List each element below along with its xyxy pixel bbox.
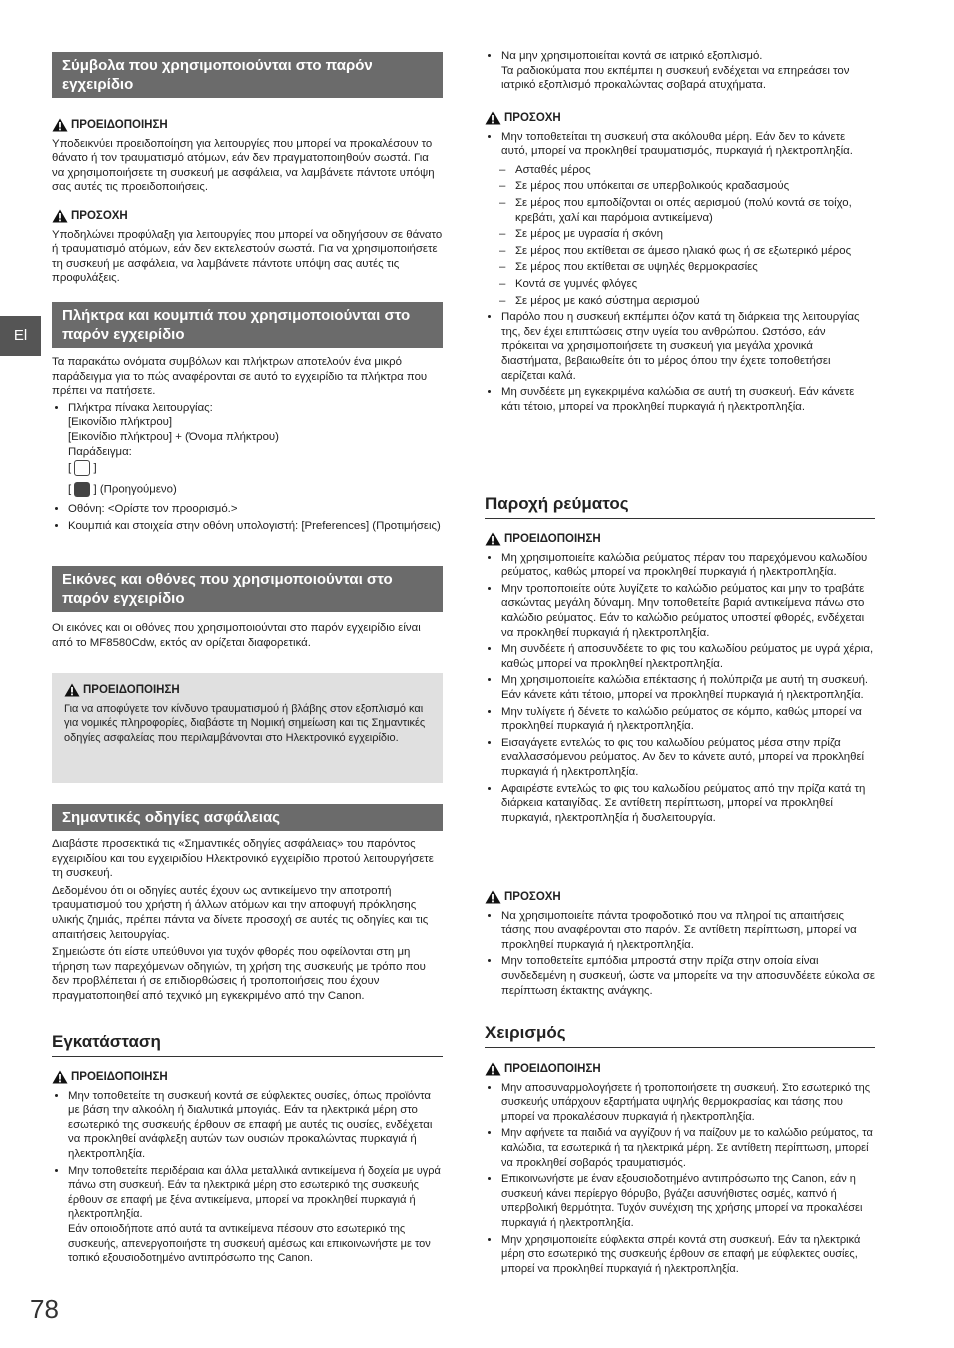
back-key-icon xyxy=(74,482,90,497)
keys-line: [Εικονίδιο πλήκτρου] + (Όνομα πλήκτρου) xyxy=(68,430,279,443)
list-item: – Σε μέρος με κακό σύστημα αερισμού xyxy=(499,294,875,309)
example-key-1: [ ] xyxy=(68,460,443,476)
medical-equipment-note xyxy=(485,49,875,95)
list-item: • Μην τροποποιείτε ούτε λυγίζετε το καλώδιο ρεύματος και μην το τραβάτε ασκώντας μεγάλη δύναμη. Μην τοποθετείτε βαριά αντικείμενα πάνω στο καλώδιο ρεύματος. Εάν το καλώδιο ρεύματος υποστεί φθορές, ενδέχεται να προκληθεί πυρκαγιά ή ηλεκτροπληξία. xyxy=(501,582,875,640)
caution-triangle-icon xyxy=(52,209,68,223)
list-item: • Αφαιρέστε εντελώς το φις του καλωδίου ρεύματος από την πρίζα κατά τη διάρκεια καταιγίδας. Σε αντίθετη περίπτωση, μπορεί να προκληθεί πυρκαγιά, ηλεκτροπληξία ή δυσλειτουργία. xyxy=(501,782,875,826)
language-tab xyxy=(0,316,41,356)
section-title-images: Εικόνες και οθόνες που χρησιμοποιούνται στο παρόν εγχειρίδιο xyxy=(52,566,443,612)
warning-label: ΠΡΟΕΙΔΟΠΟΙΗΣΗ xyxy=(71,1071,168,1083)
caution-label: ΠΡΟΣΟΧΗ xyxy=(71,210,128,222)
list-item-text: Οθόνη: <Ορίστε τον προορισμό.> xyxy=(68,503,238,516)
power-heading xyxy=(485,493,875,519)
warning-triangle-icon xyxy=(485,1062,501,1076)
list-item-text: Μη συνδέετε μη εγκεκριμένα καλώδια σε αυτή τη συσκευή. Εάν κάνετε κάτι τέτοιο, μπορεί να προκληθεί πυρκαγιά ή ηλεκτροπληξία. xyxy=(501,386,855,413)
list-item: • Μην τυλίγετε ή δένετε το καλώδιο ρεύματος σε κόμπο, καθώς μπορεί να προκληθεί πυρκαγιά ή ηλεκτροπληξία. xyxy=(501,705,875,734)
list-item-text: Τα ραδιοκύματα που εκπέμπει η συσκευή ενδέχεται να επηρεάσει τον ιατρικό εξοπλισμό προκαλώντας σοβαρά ατυχήματα. xyxy=(501,64,850,92)
section-title-symbols: Σύμβολα που χρησιμοποιούνται στο παρόν εγχειρίδιο xyxy=(52,52,443,98)
list-item: • Μη χρησιμοποιείτε καλώδια επέκτασης ή πολύπριζα με αυτή τη συσκευή. Εάν κάνετε κάτι τέτοιο, μπορεί να προκληθεί πυρκαγιά ή ηλεκτροπληξία. xyxy=(501,673,875,702)
list-item: – Σε μέρος που εκτίθεται σε υψηλές θερμοκρασίες xyxy=(499,260,875,275)
list-item xyxy=(501,130,875,159)
power-warning xyxy=(485,532,875,827)
installation-list xyxy=(52,1089,443,1266)
placement-list-2 xyxy=(485,310,875,414)
power-title: Παροχή ρεύματος xyxy=(485,493,875,519)
warning-label: ΠΡΟΕΙΔΟΠΟΙΗΣΗ xyxy=(83,684,180,696)
back-key-label: (Προηγούμενο) xyxy=(99,483,177,496)
power-warning-list xyxy=(485,551,875,826)
list-item-text: Μην τοποθετείτε τη συσκευή κοντά σε εύφλεκτες ουσίες, όπως προϊόντα με βάση την αλκοόλη ή διαλυτικά μπογιάς. Εάν τα ηλεκτρικά μέρη στο εσωτερικό της συσκευής έρθουν σε επαφή με αυτές τις ουσίες, ενδέχεται να προκληθεί ανάφλεξη αυτών των ουσιών προκαλώντας πυρκαγιά ή ηλεκτροπληξία. xyxy=(68,1089,433,1160)
installation-heading xyxy=(52,1031,443,1057)
warning-triangle-icon xyxy=(52,1070,68,1084)
keys-line: [Εικονίδιο πλήκτρου] xyxy=(68,416,173,429)
list-item-text: Μην τοποθετείτε περιδέραια και άλλα μεταλλικά αντικείμενα ή δοχεία με υγρά πάνω στη συσκευή. Εάν τα ηλεκτρικά μέρη στο εσωτερικό της συσκευής έρθουν σε επαφή με ξένα αντικείμενα, μπορεί να προκληθεί πυρκαγιά ή ηλεκτροπληξία. xyxy=(68,1164,441,1221)
keys-line: • Πλήκτρα πίνακα λειτουργίας: xyxy=(68,401,213,414)
legal-warning-text: Για να αποφύγετε τον κίνδυνο τραυματισμού ή βλάβης στον εξοπλισμό και για νομικές πληροφορίες, διαβάστε τη Νομική σημείωση και τις Σημαντικές οδηγίες ασφαλείας που περιλαμβάνονται στο Ηλεκτρονικό εγχειρίδιο. xyxy=(64,702,426,744)
language-tab-label: El xyxy=(13,326,28,344)
list-item: • Μη συνδέετε ή αποσυνδέετε το φις του καλωδίου ρεύματος με υγρά χέρια, καθώς μπορεί να προκληθεί ηλεκτροπληξία. xyxy=(501,642,875,671)
installation-title: Εγκατάσταση xyxy=(52,1031,443,1057)
power-caution-list xyxy=(485,909,875,999)
safety-paragraph: Δεδομένου ότι οι οδηγίες αυτές έχουν ως αντικείμενο την αποτροπή τραυματισμού του χρήστη ή άλλων ατόμων και την αποφυγή πρόκλησης υλικής ζημιάς, πρέπει πάντα να δίνετε προσοχή σε αυτές τις οδηγίες και τις απαιτήσεις λειτουργίας. xyxy=(52,884,429,941)
list-item: • Να χρησιμοποιείτε πάντα τροφοδοτικό που να πληροί τις απαιτήσεις τάσης που αναφέρονται στο παρόν. Σε αντίθετη περίπτωση, μπορεί να προκληθεί πυρκαγιά ή ηλεκτροπληξία. xyxy=(501,909,875,953)
list-item: – Σε μέρος με υγρασία ή σκόνη xyxy=(499,227,875,242)
power-caution xyxy=(485,890,875,1000)
safety-paragraph: Διαβάστε προσεκτικά τις «Σημαντικές οδηγίες ασφάλειας» του παρόντος εγχειριδίου και του εγχειριδίου Ηλεκτρονικό εγχειρίδιο προτού λειτουργήσετε τη συσκευή. xyxy=(52,838,434,880)
handling-title: Χειρισμός xyxy=(485,1022,875,1048)
images-text xyxy=(52,621,443,650)
list-item: • Μην τοποθετείτε εμπόδια μπροστά στην πρίζα στην οποία είναι συνδεδεμένη η συσκευή, ώστε να μπορείτε να την αποσυνδέετε εύκολα σε περίπτωση έκτακτης ανάγκης. xyxy=(501,954,875,998)
placement-caution xyxy=(485,111,875,416)
list-item-text: Κουμπιά και στοιχεία στην οθόνη υπολογιστή: [Preferences] (Προτιμήσεις) xyxy=(68,519,441,532)
unsuitable-locations-list xyxy=(485,163,875,308)
section-title-safety: Σημαντικές οδηγίες ασφάλειας xyxy=(52,804,443,831)
list-item xyxy=(68,1089,443,1162)
symbols-caution xyxy=(52,209,443,286)
keys-intro: Τα παρακάτω ονόματα συμβόλων και πλήκτρων αποτελούν ένα μικρό παράδειγμα για το πώς αναφέρονται σε αυτό το εγχειρίδιο τα πλήκτρα που πρέπει να πατήσετε. xyxy=(52,356,428,398)
list-item xyxy=(501,310,875,383)
installation-warning xyxy=(52,1070,443,1268)
warning-triangle-icon xyxy=(64,683,80,697)
caution-label: ΠΡΟΣΟΧΗ xyxy=(504,112,561,124)
warning-description: Υποδεικνύει προειδοποίηση για λειτουργίες που μπορεί να προκαλέσουν το θάνατο ή τον τραυματισμό ατόμων, εάν δεν πραγματοποιηθούν σωστά. Για να χρησιμοποιήσετε τη συσκευή με ασφάλεια, να λαμβάνετε πάντοτε υπόψη σας αυτές τις προειδοποιήσεις. xyxy=(52,137,435,194)
list-item: – Σε μέρος που υπόκειται σε υπερβολικούς κραδασμούς xyxy=(499,179,875,194)
warning-label: ΠΡΟΕΙΔΟΠΟΙΗΣΗ xyxy=(504,533,601,545)
caution-triangle-icon xyxy=(485,890,501,904)
list-item: – Ασταθές μέρος xyxy=(499,163,875,178)
list-item: – Σε μέρος που εκτίθεται σε άμεσο ηλιακό φως ή σε εξωτερικό μέρος xyxy=(499,244,875,259)
list-item-text: Εάν οποιοδήποτε από αυτά τα αντικείμενα πέσουν στο εσωτερικό της συσκευής, απενεργοποιήστε τη συσκευή αμέσως και επικοινωνήστε με τον τοπικό εξουσιοδοτημένο αντιπρόσωπο της Canon. xyxy=(68,1222,431,1265)
safety-paragraph: Σημειώστε ότι είστε υπεύθυνοι για τυχόν φθορές που οφείλονται στη μη τήρηση των παρεχόμενων οδηγιών, τη χρήση της συσκευής με τρόπο που δεν προβλέπεται ή σε επιδιορθώσεις ή τροποποιήσεις που έχουν πραγματοποιηθεί από τεχνικό μη εγκεκριμένο από την Canon. xyxy=(52,946,426,1002)
list-item xyxy=(68,502,443,517)
list-item xyxy=(68,1164,443,1266)
images-description: Οι εικόνες και οι οθόνες που χρησιμοποιούνται στο παρόν εγχειρίδιο είναι από το MF8580Cdw, εκτός αν ορίζεται διαφορετικά. xyxy=(52,622,421,649)
page-number: 78 xyxy=(30,1294,59,1324)
medical-list xyxy=(485,49,875,93)
list-item: • Επικοινωνήστε με έναν εξουσιοδοτημένο αντιπρόσωπο της Canon, εάν η συσκευή κάνει περίεργο θόρυβο, βγάζει ασυνήθιστες οσμές, καπνό ή υπερβολική θερμότητα. Τυχόν συνέχιση της χρήσης μπορεί να προκαλέσει πυρκαγιά ή ηλεκτροπληξία. xyxy=(501,1172,875,1230)
energy-saver-key-icon xyxy=(74,460,90,476)
list-item-text: Μην τοποθετείται τη συσκευή στα ακόλουθα μέρη. Εάν δεν το κάνετε αυτό, μπορεί να προκληθεί τραυματισμός, πυρκαγιά ή ηλεκτροπληξία. xyxy=(501,130,853,158)
list-item xyxy=(68,401,443,497)
list-item: • Μην αποσυναρμολογήσετε ή τροποποιήσετε τη συσκευή. Στο εσωτερικό της συσκευής υπάρχουν εξαρτήματα υψηλής θερμοκρασίας και τάσης που μπορεί να προκαλέσουν πυρκαγιά ή ηλεκτροπληξία. xyxy=(501,1081,875,1125)
handling-warning xyxy=(485,1062,875,1278)
list-item: • Μην χρησιμοποιείτε εύφλεκτα σπρέι κοντά στη συσκευή. Εάν τα ηλεκτρικά μέρη στο εσωτερικό της συσκευής έρθουν σε επαφή με εύφλεκτες ουσίες, μπορεί να προκληθεί πυρκαγιά ή ηλεκτροπληξία. xyxy=(501,1233,875,1277)
list-item xyxy=(68,519,443,534)
placement-list xyxy=(485,130,875,159)
list-item xyxy=(501,49,875,93)
list-item: • Μην αφήνετε τα παιδιά να αγγίζουν ή να παίζουν με το καλώδιο ρεύματος, τα καλώδια, τα εσωτερικά ή τα ηλεκτρικά μέρη. Σε αντίθετη περίπτωση, μπορεί να προκληθεί σοβαρός τραυματισμός. xyxy=(501,1126,875,1170)
symbols-warning xyxy=(52,118,443,195)
handling-heading xyxy=(485,1022,875,1048)
caution-triangle-icon xyxy=(485,111,501,125)
caution-description: Υποδηλώνει προφύλαξη για λειτουργίες που μπορεί να οδηγήσουν σε θάνατο ή τραυματισμό ατόμων, εάν δεν εκτελεστούν σωστά. Για να χρησιμοποιήσετε τη συσκευή με ασφάλεια, να λαμβάνετε πάντοτε υπόψη σας αυτές τις προφυλάξεις. xyxy=(52,228,443,285)
list-item xyxy=(501,385,875,414)
warning-label: ΠΡΟΕΙΔΟΠΟΙΗΣΗ xyxy=(71,119,168,131)
keys-list xyxy=(52,401,443,534)
list-item: – Κοντά σε γυμνές φλόγες xyxy=(499,277,875,292)
legal-warning-box xyxy=(52,673,443,783)
safety-section-body xyxy=(52,837,443,1004)
keys-section-body xyxy=(52,355,443,535)
list-item: • Μη χρησιμοποιείτε καλώδια ρεύματος πέραν του παρεχόμενου καλωδίου ρεύματος, καθώς μπορεί να προκληθεί πυρκαγιά ή ηλεκτροπληξία. xyxy=(501,551,875,580)
list-item: • Εισαγάγετε εντελώς το φις του καλωδίου ρεύματος μέσα στην πρίζα εναλλασσόμενου ρεύματος. Αν δεν το κάνετε αυτό, μπορεί να προκληθεί πυρκαγιά ή ηλεκτροπληξία. xyxy=(501,736,875,780)
caution-label: ΠΡΟΣΟΧΗ xyxy=(504,891,561,903)
keys-line: Παράδειγμα: xyxy=(68,445,132,458)
warning-triangle-icon xyxy=(52,118,68,132)
section-title-keys: Πλήκτρα και κουμπιά που χρησιμοποιούνται στο παρόν εγχειρίδιο xyxy=(52,302,443,348)
warning-label: ΠΡΟΕΙΔΟΠΟΙΗΣΗ xyxy=(504,1063,601,1075)
example-key-2: [ ] (Προηγούμενο) xyxy=(68,483,177,496)
list-item-text: Να μην χρησιμοποιείται κοντά σε ιατρικό εξοπλισμό. xyxy=(501,50,763,62)
handling-warning-list xyxy=(485,1081,875,1277)
list-item-text: Παρόλο που η συσκευή εκπέμπει όζον κατά τη διάρκεια της λειτουργίας της, δεν έχει επιπτώσεις στην υγεία του ανθρώπου. Ωστόσο, εάν πρόκειται να χρησιμοποιήσετε τη συσκευή για μεγάλα χρονικά διαστήματα, βεβαιωθείτε ότι το μέρος όπου την έχετε τοποθετήσει αερίζεται καλά. xyxy=(501,311,860,382)
warning-triangle-icon xyxy=(485,532,501,546)
list-item: – Σε μέρος που εμποδίζονται οι οπές αερισμού (πολύ κοντά σε τοίχο, κρεβάτι, χαλί και παρόμοια αντικείμενα) xyxy=(499,196,875,225)
